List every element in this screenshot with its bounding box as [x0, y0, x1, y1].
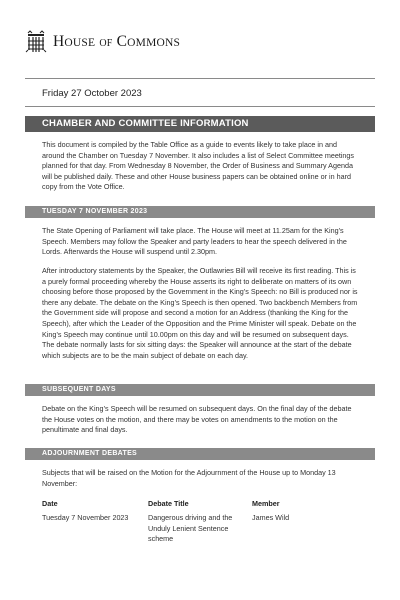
column-header-member: Member	[252, 499, 280, 508]
paragraph: Debate on the King’s Speech will be resumed on subsequent days. On the final day of the debate the House votes on the motion, and there may be votes on amendments to the motion on the penultimate and final days.	[42, 404, 352, 435]
org-name: HOUSE OF COMMONS	[53, 33, 181, 50]
intro-paragraph: This document is compiled by the Table Office as a guide to events likely to take place in and around the Chamber on Tuesday 7 November. It also includes a list of Select Committee meetings planned for that day. From Wednesday 8 November, the Order of Business and Summary Agenda will be published daily. These and other House business papers can be obtained online or in hard copy from the Vote Office.	[42, 140, 355, 192]
header-logo	[25, 30, 180, 54]
document-date: Friday 27 October 2023	[42, 88, 142, 99]
table-cell-member: James Wild	[252, 513, 290, 522]
section-title: ADJOURNMENT DEBATES	[42, 449, 138, 457]
table-cell-debate-title: Dangerous driving and the Unduly Lenient Sentence scheme	[148, 513, 233, 544]
section-title: TUESDAY 7 NOVEMBER 2023	[42, 207, 148, 215]
paragraph: After introductory statements by the Speaker, the Outlawries Bill will receive its first reading. This is a purely formal proceeding whereby the House asserts its right to deliberate on matters of its own choosing before those proposed by the Government in the King’s Speech: no Bill is produced nor is there any debate. The debate on the King’s Speech is then opened. Two backbench Members from the Government side will propose and second a motion for an Address (thanking the King for the Speech), after which the Leader of the Opposition and the Prime Minister will speak. Debate on the King’s Speech may continue until 10.00pm on this day and will be resumed on subsequent days. The debate normally lasts for six sitting days: the Speaker will announce at the start of the debate which subjects are to be the main subject of debate on each day.	[42, 266, 358, 360]
main-banner-title: CHAMBER AND COMMITTEE INFORMATION	[42, 118, 249, 129]
date-divider	[25, 106, 375, 107]
section-header-adjournment-debates	[25, 448, 375, 460]
section-header-tuesday	[25, 206, 375, 218]
paragraph: The State Opening of Parliament will take place. The House will meet at 11.25am for the King’s Speech. Members may follow the Speaker and party leaders to hear the speech delivered in the Lords. Afterwards the House will suspend until 2.30pm.	[42, 226, 347, 257]
section-title: SUBSEQUENT DAYS	[42, 385, 116, 393]
portcullis-icon	[25, 30, 47, 54]
paragraph: Subjects that will be raised on the Motion for the Adjournment of the House up to Monday 13 November:	[42, 468, 336, 488]
table-cell-date: Tuesday 7 November 2023	[42, 513, 129, 522]
main-section-banner	[25, 116, 375, 132]
column-header-debate-title: Debate Title	[148, 499, 189, 508]
column-header-date: Date	[42, 499, 58, 508]
section-header-subsequent-days	[25, 384, 375, 396]
header-divider	[25, 78, 375, 79]
